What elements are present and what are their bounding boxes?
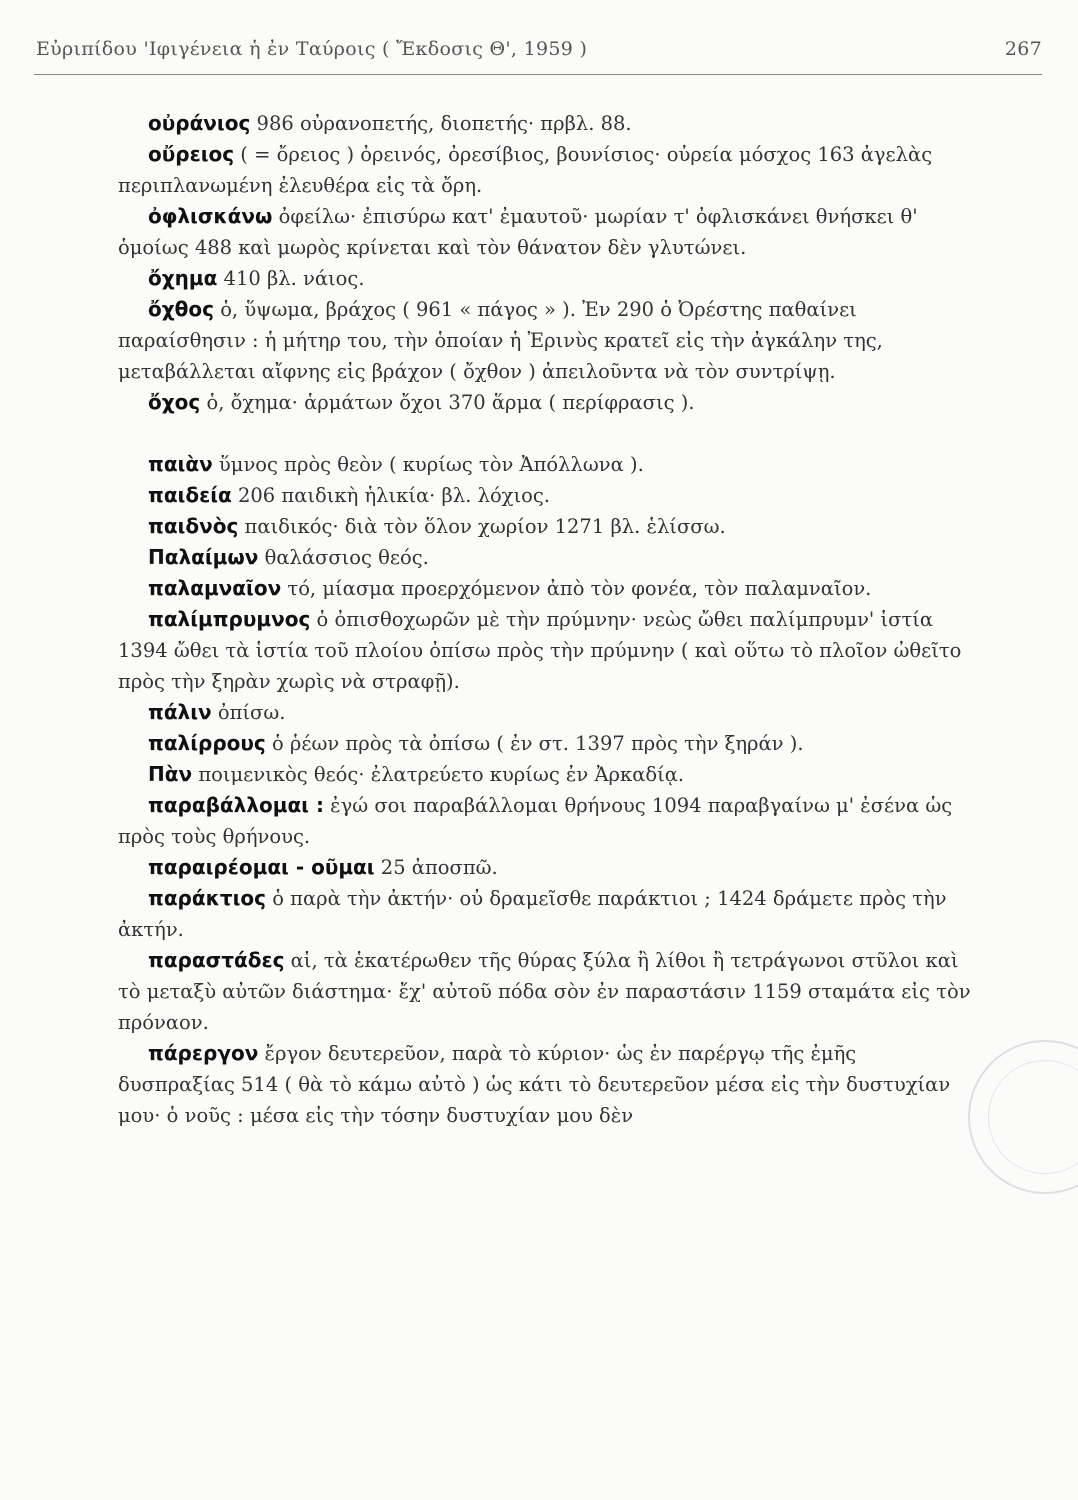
glossary-entry — [118, 542, 978, 573]
lemma: παιὰν — [148, 452, 213, 476]
lemma: παλαμναῖον — [148, 576, 282, 600]
glossary-entry — [118, 852, 978, 883]
glossary-entry — [118, 449, 978, 480]
lemma: ὄχημα — [148, 266, 218, 290]
definition: 986 οὐρανοπετής, διοπετής· πρβλ. 88. — [256, 112, 632, 135]
definition: ὀφείλω· ἐπισύρω κατ' ἐμαυτοῦ· μωρίαν τ' ὀφλισκάνει θνήσκει θ' ὁμοίως 488 καὶ μωρὸς κρίνεται καὶ τὸν θάνατον δὲν γλυτώνει. — [118, 205, 918, 259]
glossary-entry — [118, 263, 978, 294]
definition: ἐγώ σοι παραβάλλομαι θρήνους 1094 παραβγαίνω μ' ἐσένα ὡς πρὸς τοὺς θρήνους. — [118, 794, 953, 848]
glossary-entry — [118, 945, 978, 1038]
glossary-entry — [118, 294, 978, 387]
definition: ὁ, ὄχημα· ἁρμάτων ὄχοι 370 ἅρμα ( περίφρασις ). — [206, 391, 695, 414]
definition: ὀπίσω. — [217, 701, 286, 724]
lemma: Παλαίμων — [148, 545, 259, 569]
glossary-entry — [118, 697, 978, 728]
lemma: πάλιν — [148, 700, 212, 724]
lemma: ὄχθος — [148, 297, 214, 321]
lemma: ὀφλισκάνω — [148, 204, 273, 228]
glossary-entry — [118, 759, 978, 790]
glossary-entry — [118, 108, 978, 139]
definition: 25 ἀποσπῶ. — [380, 856, 498, 879]
glossary-entry — [118, 604, 978, 697]
glossary-entry — [118, 790, 978, 852]
running-title: Εὐριπίδου 'Ιφιγένεια ἡ ἐν Ταύροις ( Ἔκδοσις Θ', 1959 ) — [36, 38, 588, 60]
lemma: παραστάδες — [148, 948, 285, 972]
header-rule — [34, 74, 1042, 75]
definition: ὁ, ὕψωμα, βράχος ( 961 « πάγος » ). Ἐν 290 ὁ Ὀρέστης παθαίνει παραίσθησιν : ἡ μήτηρ του, τὴν ὁποίαν ἡ Ἐρινὺς κρατεῖ εἰς τὴν ἀγκάλην της, μεταβάλλεται αἴφνης εἰς βράχον ( ὄχθον ) ἀπειλοῦντα νὰ τὸν συντρίψῃ. — [118, 298, 883, 383]
glossary-entry — [118, 387, 978, 418]
lemma: οὔρειος — [148, 142, 235, 166]
lemma: ὄχος — [148, 390, 201, 414]
lemma: Πὰν — [148, 762, 193, 786]
glossary-entry — [118, 883, 978, 945]
lemma: παλίμπρυμνος — [148, 607, 311, 631]
lemma: παραιρέομαι - οῦμαι — [148, 855, 375, 879]
definition: ὁ ὀπισθοχωρῶν μὲ τὴν πρύμνην· νεὼς ὤθει παλίμπρυμν' ἱστία 1394 ὤθει τὰ ἱστία τοῦ πλοίου ὀπίσω πρὸς τὴν πρύμνην ( καὶ οὕτω τὸ πλοῖον ὠθεῖτο πρὸς τὴν ξηρὰν χωρὶς νὰ στραφῇ). — [118, 608, 962, 693]
page-number: 267 — [1004, 38, 1042, 60]
running-header — [36, 38, 1042, 60]
definition: 206 παιδικὴ ἡλικία· βλ. λόχιος. — [237, 484, 551, 507]
lemma: παιδνὸς — [148, 514, 239, 538]
glossary-entry — [118, 480, 978, 511]
glossary-entry — [118, 139, 978, 201]
glossary-entry — [118, 201, 978, 263]
lemma: παιδεία — [148, 483, 232, 507]
glossary-entry — [118, 728, 978, 759]
definition: παιδικός· διὰ τὸν ὅλον χωρίον 1271 βλ. ἑλίσσω. — [244, 515, 726, 538]
lemma: οὐράνιος — [148, 111, 251, 135]
definition: 410 βλ. νάιος. — [223, 267, 365, 290]
definition: ( = ὄρειος ) ὀρεινός, ὀρεσίβιος, βουνίσιος· οὐρεία μόσχος 163 ἀγελὰς περιπλανωμένη ἐλευθέρα εἰς τὰ ὄρη. — [118, 143, 933, 197]
lemma: παραβάλλομαι : — [148, 793, 324, 817]
definition: ὁ ῥέων πρὸς τὰ ὀπίσω ( ἐν στ. 1397 πρὸς τὴν ξηράν ). — [271, 732, 804, 755]
definition: αἱ, τὰ ἑκατέρωθεν τῆς θύρας ξύλα ἢ λίθοι ἢ τετράγωνοι στῦλοι καὶ τὸ μεταξὺ αὐτῶν διάστημα· ἔχ' αὐτοῦ πόδα σὸν ἐν παραστάσιν 1159 σταμάτα εἰς τὸν πρόναον. — [118, 949, 971, 1034]
glossary-entry — [118, 1038, 978, 1131]
definition: ὁ παρὰ τὴν ἀκτήν· οὐ δραμεῖσθε παράκτιοι ; 1424 δράμετε πρὸς τὴν ἀκτήν. — [118, 887, 947, 941]
glossary-entry — [118, 573, 978, 604]
library-stamp — [968, 1040, 1078, 1194]
definition: ποιμενικὸς θεός· ἐλατρεύετο κυρίως ἐν Ἀρκαδίᾳ. — [198, 763, 685, 786]
lemma: παλίρρους — [148, 731, 266, 755]
definition: ἔργον δευτερεῦον, παρὰ τὸ κύριον· ὡς ἐν παρέργῳ τῆς ἐμῆς δυσπραξίας 514 ( θὰ τὸ κάμω αὐτὸ ) ὡς κάτι τὸ δευτερεῦον μέσα εἰς τὴν δυστυχίαν μου· ὁ νοῦς : μέσα εἰς τὴν τόσην δυστυχίαν μου δὲν — [118, 1042, 951, 1127]
definition: θαλάσσιος θεός. — [264, 546, 429, 569]
glossary-body — [118, 108, 978, 1131]
glossary-entry — [118, 511, 978, 542]
lemma: παράκτιος — [148, 886, 266, 910]
definition: ὕμνος πρὸς θεὸν ( κυρίως τὸν Ἀπόλλωνα ). — [218, 453, 644, 476]
lemma: πάρεργον — [148, 1041, 259, 1065]
definition: τό, μίασμα προερχόμενον ἀπὸ τὸν φονέα, τὸν παλαμναῖον. — [287, 577, 872, 600]
